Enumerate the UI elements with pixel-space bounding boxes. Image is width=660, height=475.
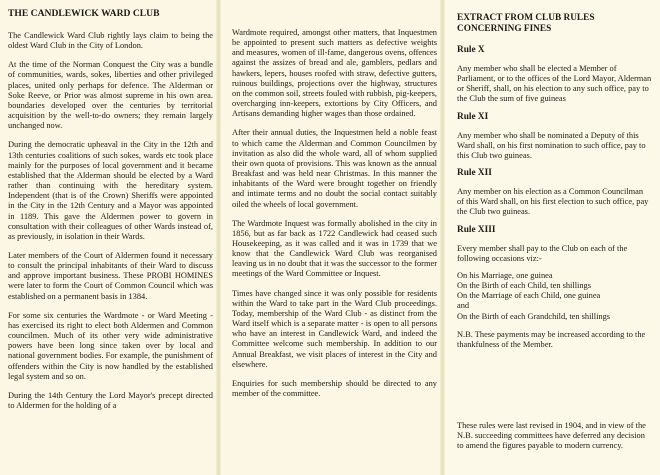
history-paragraph: Enquiries for such membership should be directed to any member of the committee.: [232, 378, 437, 398]
history-paragraph: For some six centuries the Wardmote - or Ward Meeting - has exercised its right to elect both Aldermen and Common councilmen. Much of its other very wide administrative powers have been long since taken over by local and national government bodies. For example, the punishment of offenders within the City is now handled by the established legal system and so on.: [8, 310, 213, 381]
rule-text: Any member on his election as a Common Councilman of this Ward shall, on his first election to such office, pay the Club two guineas.: [457, 187, 649, 217]
rule-heading: Rule XII: [457, 168, 492, 179]
list-item: and: [457, 301, 470, 311]
rule-heading: Rule XI: [457, 111, 489, 122]
history-paragraph: The Wardmote Inquest was formally abolished in the city in 1856, but as far back as 1722 Candlewick had ceased such Housekeeping, as it was called and it was in 1739 that we know that the Candlewick Ward Club was reorganised leaving us in no doubt that it was the successor to the former meetings of the Ward Committee or Inquest.: [232, 218, 437, 279]
history-panel-middle: [222, 0, 440, 475]
rule-text: Any member who shall be elected a Member of Parliament, or to the offices of the Lord Mayor, Alderman or Sheriff, shall, on his election to any such office, pay to the Club the sum of five guineas: [457, 64, 652, 104]
revision-note: These rules were last revised in 1904, and in view of the N.B. succeeding committees have deferred any decision to amend the figures payable to modern currency.: [457, 421, 646, 451]
nb-note: N.B. These payments may be increased according to the thankfulness of the Member.: [457, 329, 646, 349]
history-paragraph: Wardmote required, amongst other matters, that Inquestmen be appointed to present such matters as defective weights and measures, women of ill-fame, dangerous ovens, offences against the assizes of bread and ale, gamblers, pedlars and hawkers, lepers, houses roofed with straw, defective gutters, ruinous buildings, projections over the highway, structures on the common soil, streets fouled with rubbish, pig-keepers, overcharging inn-keepers, extortions by City Officers, and Artisans demanding higher wages than those ordained.: [232, 28, 437, 119]
rule-heading: Rule X: [457, 45, 485, 55]
club-title: THE CANDLEWICK WARD CLUB: [8, 8, 160, 19]
history-panel-left: [0, 0, 216, 475]
panel-fold-divider: [216, 0, 221, 475]
list-item: On the Birth of each Child, ten shillings: [457, 281, 591, 291]
rule-heading: Rule XIII: [457, 224, 496, 235]
list-item: On his Marriage, one guinea: [457, 270, 553, 280]
history-paragraph: During the 14th Century the Lord Mayor's precept directed to Aldermen for the holding of a: [8, 390, 213, 410]
history-paragraph: After their annual duties, the Inquestmen held a noble feast to which came the Alderman and Common Councilmen by invitation as also did the whole ward, all of whom supplied their own quota of provisions. This was known as the annual Breakfast and was held near Christmas. In this manner the inhabitants of the Ward were brought together on friendly and intimate terms and no doubt the social contact suitably oiled the wheels of local government.: [232, 128, 437, 209]
rule-text: Any member who shall be nominated a Deputy of this Ward shall, on his first nomination to such office, pay to this Club two guineas.: [457, 130, 646, 160]
history-paragraph: Later members of the Court of Aldermen found it necessary to consult the principal inhabitants of their Ward to discuss and approve important business. These PROBI HOMINES were later to form the Court of Common Council which was established on a permanent basis in 1384.: [8, 250, 213, 301]
rules-extract-title: EXTRACT FROM CLUB RULES CONCERNING FINES: [457, 13, 595, 34]
list-item: On the Marriage of each Child, one guinea: [457, 291, 601, 301]
history-paragraph: The Candlewick Ward Club rightly lays claim to being the oldest Ward Club in the City of London.: [8, 31, 213, 51]
rule-text: Every member shall pay to the Club on each of the following occasions viz:-: [457, 243, 628, 263]
history-paragraph: During the democratic upheaval in the City in the 12th and 13th centuries coalitions of such sokes, wards etc took place mainly for the purposes of local government and it became established that the Alderman should be elected by a Ward rather than continuing with the hereditary system. Independent (that is of the Crown) Sheriffs were appointed in the City in the 12th Century and a Mayor was appointed in 1189. This gave the Aldermen power to govern in consultation with their colleagues of other Wards instead of, as previously, in isolation in their Wards.: [8, 140, 213, 241]
rules-panel: [445, 0, 660, 475]
list-item: On the Birth of each Grandchild, ten shillings: [457, 311, 611, 321]
history-paragraph: Times have changed since it was only possible for residents within the Ward to take part in the Ward Club proceedings. Today, membership of the Ward Club - as distinct from the Ward itself which is a separate matter - is open to all persons who have an interest in Candlewick Ward, and indeed the Committee welcome such membership. In addition to our Annual Breakfast, we visit places of interest in the City and elsewhere.: [232, 288, 437, 369]
history-paragraph: At the time of the Norman Conquest the City was a bundle of communities, wards, sokes, liberties and other privileged places, united only perhaps for defence. The Alderman or Soke Reeve, or Prior was almost supreme in his own area. boundaries developed over the centuries by territorial acquisition by the well-to-do owners; they remain largely unchanged now.: [8, 60, 213, 131]
fine-occasions-list: [457, 271, 652, 322]
